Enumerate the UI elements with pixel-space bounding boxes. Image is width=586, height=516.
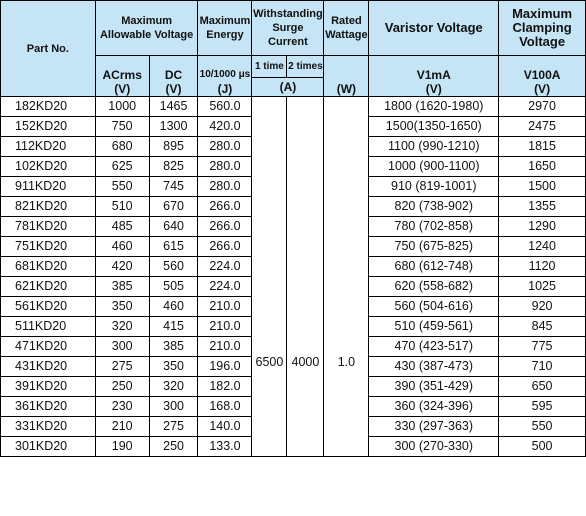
cell-energy: 210.0 [198, 317, 252, 337]
header-two-times: 2 times [287, 56, 324, 78]
cell-varistor-voltage: 360 (324-396) [369, 397, 499, 417]
header-rated-wattage: Rated Wattage [324, 1, 369, 56]
cell-acrms: 300 [95, 337, 149, 357]
cell-varistor-voltage: 300 (270-330) [369, 437, 499, 457]
cell-energy: 133.0 [198, 437, 252, 457]
cell-energy: 266.0 [198, 197, 252, 217]
cell-energy: 182.0 [198, 377, 252, 397]
cell-energy: 560.0 [198, 97, 252, 117]
cell-part-no: 182KD20 [1, 97, 96, 117]
cell-clamping-voltage: 1815 [499, 137, 586, 157]
header-v100a [499, 56, 586, 97]
cell-energy: 420.0 [198, 117, 252, 137]
cell-part-no: 821KD20 [1, 197, 96, 217]
cell-acrms: 550 [95, 177, 149, 197]
cell-part-no: 781KD20 [1, 217, 96, 237]
cell-varistor-voltage: 560 (504-616) [369, 297, 499, 317]
cell-surge-1-time [252, 97, 287, 457]
cell-dc: 320 [149, 377, 198, 397]
cell-energy: 210.0 [198, 297, 252, 317]
cell-dc: 670 [149, 197, 198, 217]
cell-energy: 168.0 [198, 397, 252, 417]
cell-varistor-voltage: 910 (819-1001) [369, 177, 499, 197]
cell-rated-wattage [324, 97, 369, 457]
cell-varistor-voltage: 1800 (1620-1980) [369, 97, 499, 117]
header-v100a-label: V100A [523, 68, 561, 82]
cell-clamping-voltage: 920 [499, 297, 586, 317]
header-dc-unit: (V) [165, 82, 182, 96]
cell-surge-2-times [287, 97, 324, 457]
cell-acrms: 230 [95, 397, 149, 417]
cell-varistor-voltage: 750 (675-825) [369, 237, 499, 257]
cell-acrms: 420 [95, 257, 149, 277]
cell-dc: 350 [149, 357, 198, 377]
cell-clamping-voltage: 1120 [499, 257, 586, 277]
cell-energy: 224.0 [198, 277, 252, 297]
cell-clamping-voltage: 595 [499, 397, 586, 417]
cell-energy: 266.0 [198, 237, 252, 257]
cell-dc: 1465 [149, 97, 198, 117]
cell-dc: 505 [149, 277, 198, 297]
cell-energy: 140.0 [198, 417, 252, 437]
cell-clamping-voltage: 1290 [499, 217, 586, 237]
cell-dc: 745 [149, 177, 198, 197]
cell-part-no: 112KD20 [1, 137, 96, 157]
cell-clamping-voltage: 845 [499, 317, 586, 337]
header-max-energy: Maximum Energy [198, 1, 252, 56]
cell-varistor-voltage: 330 (297-363) [369, 417, 499, 437]
cell-part-no: 361KD20 [1, 397, 96, 417]
cell-varistor-voltage: 390 (351-429) [369, 377, 499, 397]
cell-varistor-voltage: 820 (738-902) [369, 197, 499, 217]
cell-part-no: 511KD20 [1, 317, 96, 337]
cell-dc: 615 [149, 237, 198, 257]
cell-acrms: 1000 [95, 97, 149, 117]
header-dc [149, 56, 198, 97]
cell-clamping-voltage: 775 [499, 337, 586, 357]
cell-clamping-voltage: 1650 [499, 157, 586, 177]
table-row [1, 97, 586, 117]
surge-2-times-value: 4000 [291, 354, 320, 369]
cell-acrms: 320 [95, 317, 149, 337]
rated-wattage-value: 1.0 [337, 354, 356, 369]
header-v1ma-label: V1mA [416, 68, 451, 82]
cell-dc: 300 [149, 397, 198, 417]
cell-part-no: 152KD20 [1, 117, 96, 137]
cell-dc: 895 [149, 137, 198, 157]
cell-varistor-voltage: 510 (459-561) [369, 317, 499, 337]
cell-part-no: 471KD20 [1, 337, 96, 357]
cell-part-no: 431KD20 [1, 357, 96, 377]
cell-acrms: 680 [95, 137, 149, 157]
cell-clamping-voltage: 1355 [499, 197, 586, 217]
header-energy-unit: (J) [217, 82, 233, 96]
cell-part-no: 751KD20 [1, 237, 96, 257]
cell-dc: 825 [149, 157, 198, 177]
header-energy-sub [198, 56, 252, 97]
cell-part-no: 621KD20 [1, 277, 96, 297]
cell-dc: 460 [149, 297, 198, 317]
cell-clamping-voltage: 550 [499, 417, 586, 437]
header-varistor-voltage: Varistor Voltage [369, 1, 499, 56]
header-one-time: 1 time [252, 56, 287, 78]
header-acrms-unit: (V) [114, 82, 131, 96]
cell-part-no: 102KD20 [1, 157, 96, 177]
cell-dc: 415 [149, 317, 198, 337]
header-part-no: Part No. [1, 1, 96, 97]
cell-energy: 280.0 [198, 137, 252, 157]
header-wattage-unit: (W) [324, 56, 369, 97]
cell-varistor-voltage: 1500(1350-1650) [369, 117, 499, 137]
cell-varistor-voltage: 430 (387-473) [369, 357, 499, 377]
cell-dc: 250 [149, 437, 198, 457]
cell-acrms: 510 [95, 197, 149, 217]
cell-energy: 280.0 [198, 157, 252, 177]
header-max-clamping-voltage: Maximum Clamping Voltage [499, 1, 586, 56]
cell-varistor-voltage: 620 (558-682) [369, 277, 499, 297]
cell-dc: 640 [149, 217, 198, 237]
cell-part-no: 561KD20 [1, 297, 96, 317]
header-surge-unit: (A) [252, 78, 324, 97]
cell-clamping-voltage: 650 [499, 377, 586, 397]
header-withstanding-surge-current: Withstanding Surge Current [252, 1, 324, 56]
cell-varistor-voltage: 680 (612-748) [369, 257, 499, 277]
cell-acrms: 460 [95, 237, 149, 257]
cell-clamping-voltage: 1240 [499, 237, 586, 257]
cell-varistor-voltage: 1000 (900-1100) [369, 157, 499, 177]
cell-clamping-voltage: 500 [499, 437, 586, 457]
cell-varistor-voltage: 1100 (990-1210) [369, 137, 499, 157]
cell-dc: 1300 [149, 117, 198, 137]
cell-part-no: 681KD20 [1, 257, 96, 277]
cell-part-no: 911KD20 [1, 177, 96, 197]
cell-dc: 275 [149, 417, 198, 437]
header-acrms [95, 56, 149, 97]
header-v100a-unit: (V) [534, 82, 551, 96]
cell-varistor-voltage: 470 (423-517) [369, 337, 499, 357]
header-dc-label: DC [164, 68, 183, 82]
cell-energy: 266.0 [198, 217, 252, 237]
table-header [1, 1, 586, 97]
cell-clamping-voltage: 710 [499, 357, 586, 377]
table-body [1, 97, 586, 457]
cell-acrms: 625 [95, 157, 149, 177]
cell-acrms: 485 [95, 217, 149, 237]
header-acrms-label: ACrms [102, 68, 142, 82]
cell-varistor-voltage: 780 (702-858) [369, 217, 499, 237]
cell-part-no: 301KD20 [1, 437, 96, 457]
cell-clamping-voltage: 1500 [499, 177, 586, 197]
header-max-allowable-voltage: Maximum Allowable Voltage [95, 1, 198, 56]
cell-energy: 280.0 [198, 177, 252, 197]
cell-acrms: 250 [95, 377, 149, 397]
cell-clamping-voltage: 2475 [499, 117, 586, 137]
cell-acrms: 350 [95, 297, 149, 317]
header-energy-sub-label: 10/1000 μs [199, 69, 251, 80]
cell-part-no: 391KD20 [1, 377, 96, 397]
cell-acrms: 275 [95, 357, 149, 377]
cell-dc: 385 [149, 337, 198, 357]
cell-acrms: 190 [95, 437, 149, 457]
cell-clamping-voltage: 1025 [499, 277, 586, 297]
cell-energy: 196.0 [198, 357, 252, 377]
cell-part-no: 331KD20 [1, 417, 96, 437]
cell-acrms: 385 [95, 277, 149, 297]
surge-1-time-value: 6500 [255, 354, 284, 369]
cell-acrms: 210 [95, 417, 149, 437]
header-v1ma-unit: (V) [425, 82, 442, 96]
cell-energy: 210.0 [198, 337, 252, 357]
cell-acrms: 750 [95, 117, 149, 137]
cell-clamping-voltage: 2970 [499, 97, 586, 117]
header-v1ma [369, 56, 499, 97]
cell-dc: 560 [149, 257, 198, 277]
cell-energy: 224.0 [198, 257, 252, 277]
